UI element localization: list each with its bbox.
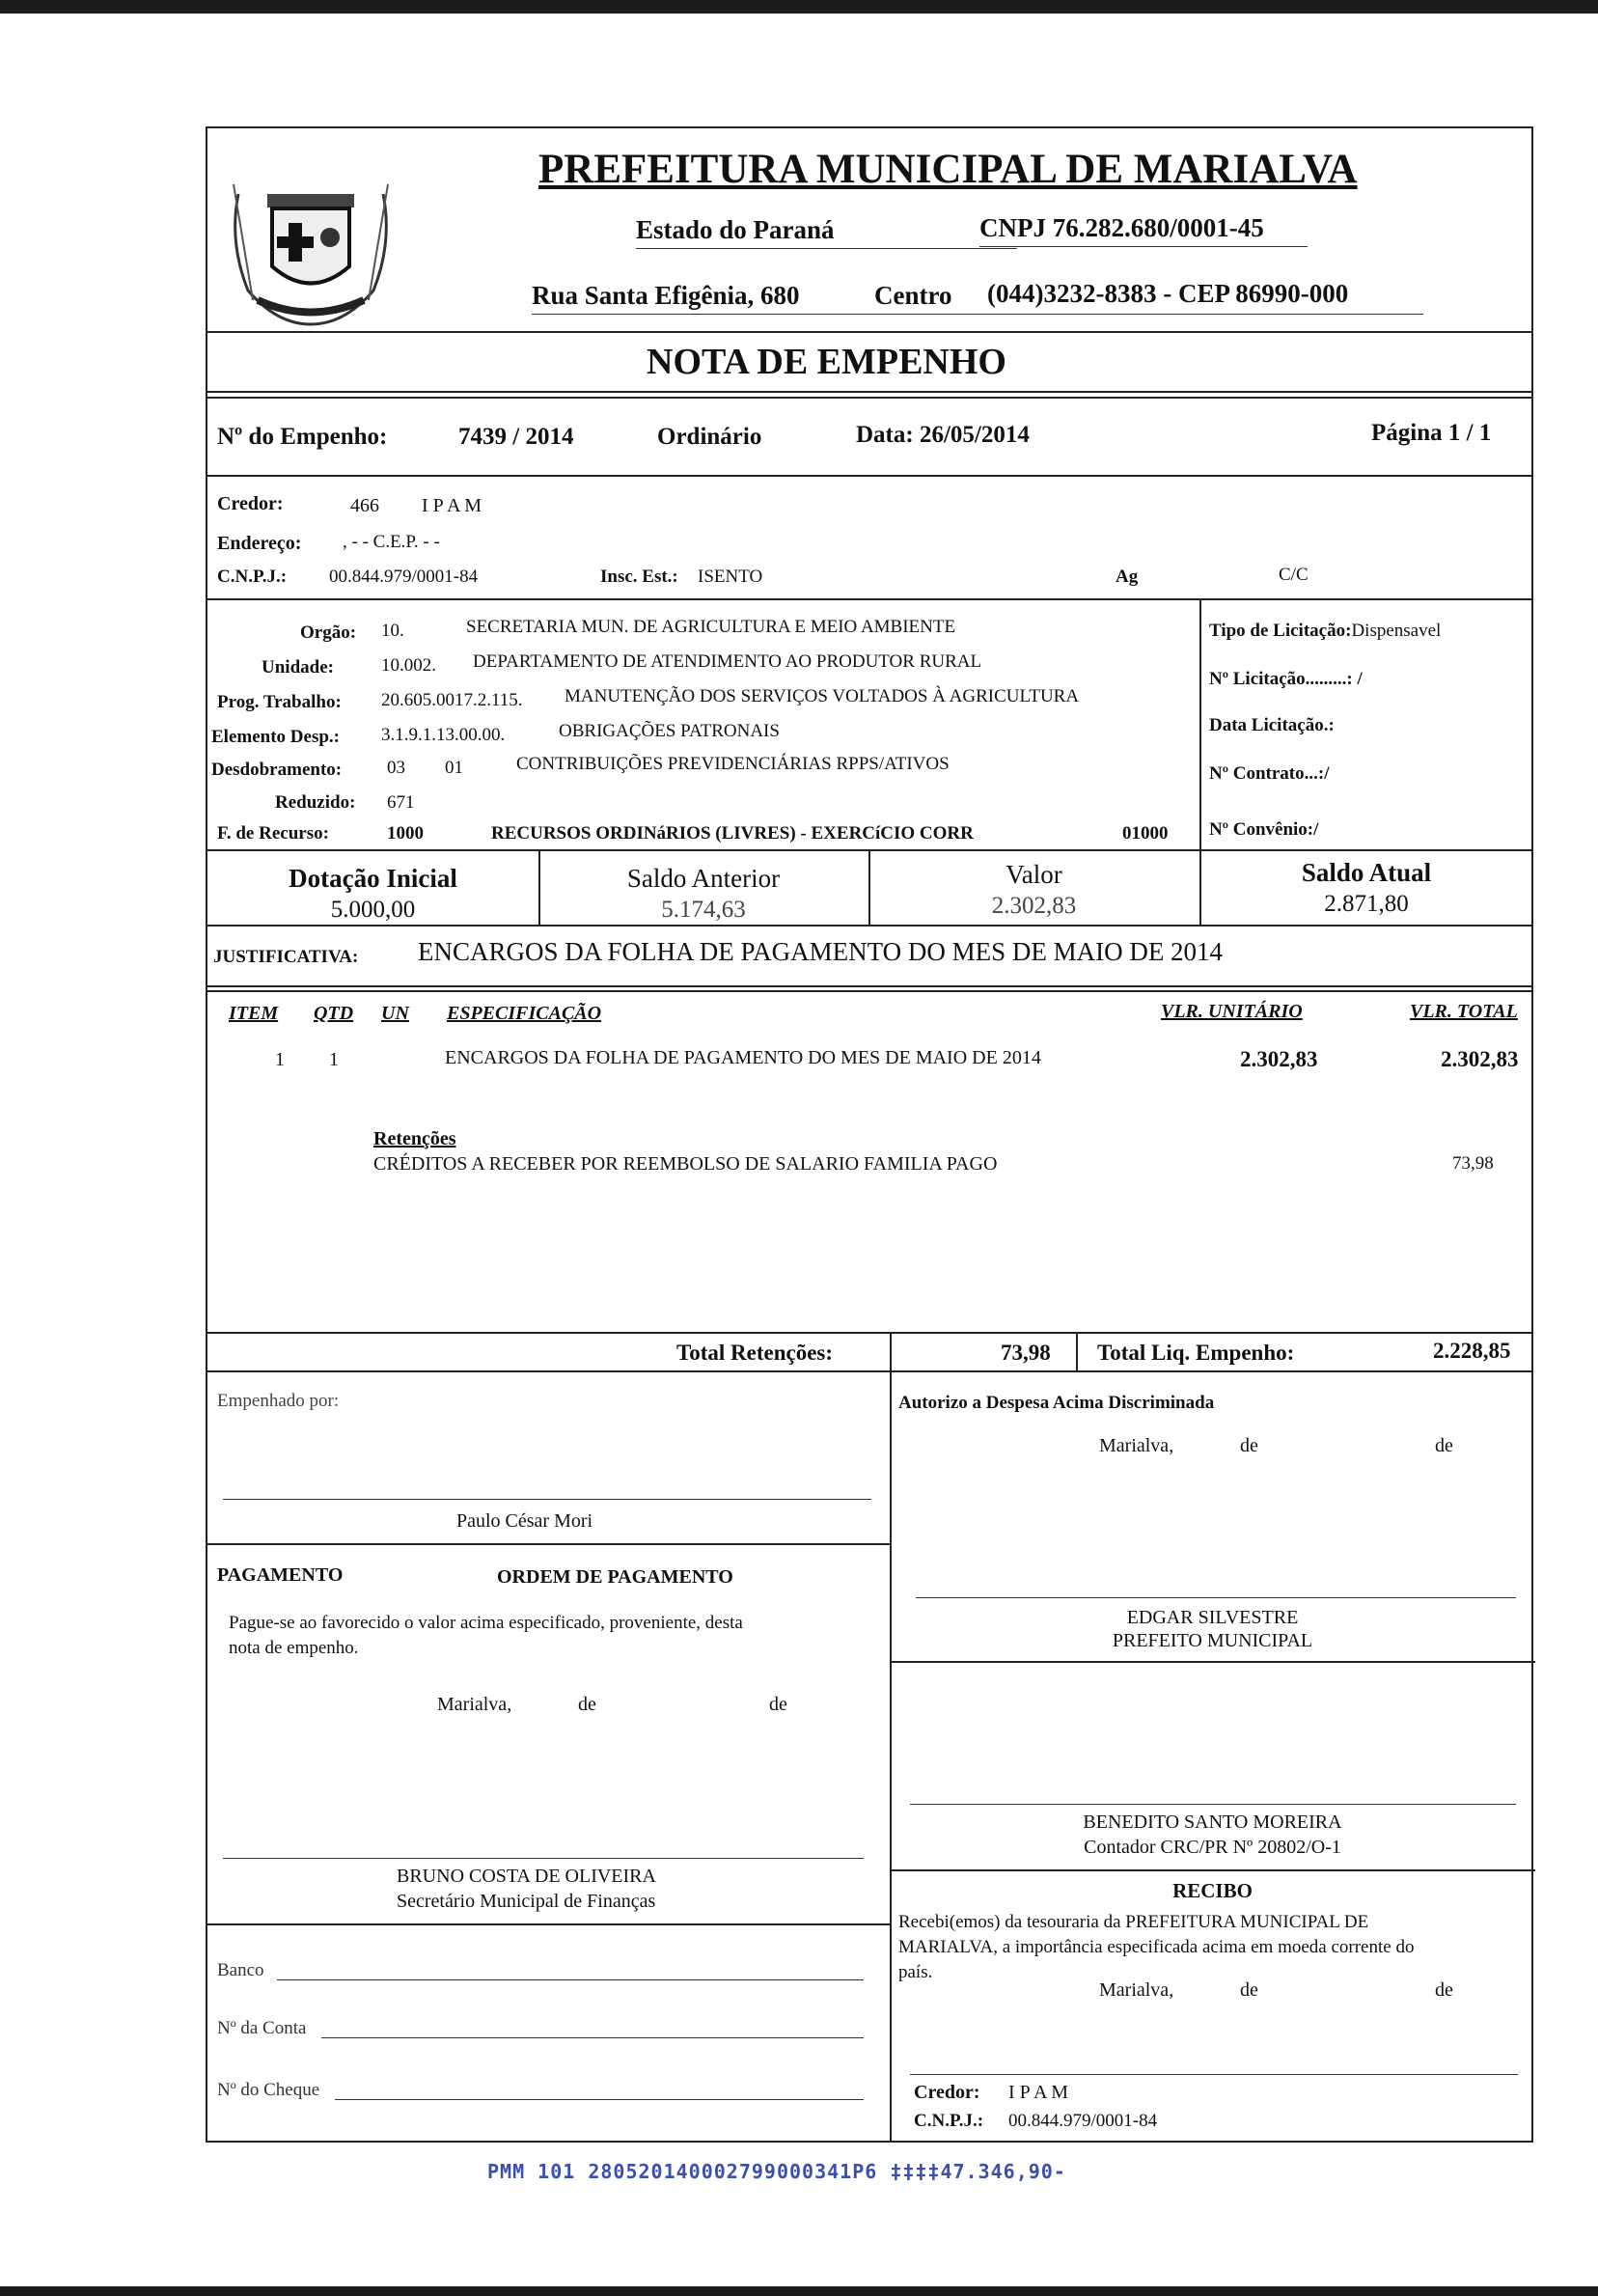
municipality-title: PREFEITURA MUNICIPAL DE MARIALVA bbox=[538, 147, 1358, 192]
justificativa-label: JUSTIFICATIVA: bbox=[213, 947, 359, 967]
autorizo-de2: de bbox=[1435, 1435, 1453, 1456]
recibo-de1: de bbox=[1240, 1979, 1258, 2001]
signer-secretario: BRUNO COSTA DE OLIVEIRA bbox=[397, 1866, 656, 1887]
dotacao-value: 5.000,00 bbox=[330, 897, 416, 923]
saldo-atual-label: Saldo Atual bbox=[1301, 858, 1432, 887]
autorizo-de1: de bbox=[1240, 1435, 1258, 1456]
empenho-date: Data: 26/05/2014 bbox=[856, 422, 1030, 448]
recibo-title: RECIBO bbox=[1172, 1879, 1253, 1902]
valor-label: Valor bbox=[1006, 860, 1062, 889]
prog-label: Prog. Trabalho: bbox=[217, 692, 342, 712]
empenho-type: Ordinário bbox=[657, 424, 762, 450]
signer-prefeito: EDGAR SILVESTRE bbox=[1126, 1607, 1299, 1628]
unidade-code: 10.002. bbox=[381, 655, 436, 676]
address-street: Rua Santa Efigênia, 680 bbox=[532, 281, 800, 310]
recibo-line2: MARIALVA, a importância especificada acima em moeda corrente do bbox=[898, 1937, 1415, 1957]
saldo-anterior-label: Saldo Anterior bbox=[626, 864, 781, 893]
licitacao-type-value: Dispensavel bbox=[1351, 621, 1442, 641]
phone-cep: (044)3232-8383 - CEP 86990-000 bbox=[987, 279, 1349, 308]
orgao-desc: SECRETARIA MUN. DE AGRICULTURA E MEIO AMBIENTE bbox=[466, 617, 956, 637]
agency-label: Ag bbox=[1116, 567, 1139, 587]
state-name: Estado do Paraná bbox=[636, 215, 835, 244]
valor-value: 2.302,83 bbox=[991, 893, 1077, 919]
retencao-value: 73,98 bbox=[1452, 1153, 1494, 1174]
recurso-desc: RECURSOS ORDINáRIOS (LIVRES) - EXERCíCIO CORR bbox=[491, 823, 974, 844]
saldo-atual-value: 2.871,80 bbox=[1324, 891, 1409, 917]
recibo-place: Marialva, bbox=[1099, 1979, 1174, 2001]
dotacao-label: Dotação Inicial bbox=[289, 864, 457, 893]
scan-top-border bbox=[0, 0, 1598, 14]
address-label: Endereço: bbox=[217, 533, 302, 554]
row-item: 1 bbox=[275, 1049, 285, 1070]
signer-contador: BENEDITO SANTO MOREIRA bbox=[1083, 1812, 1342, 1833]
reduzido-value: 671 bbox=[387, 792, 415, 813]
autorizo-label: Autorizo a Despesa Acima Discriminada bbox=[898, 1393, 1215, 1413]
prog-code: 20.605.0017.2.115. bbox=[381, 690, 523, 710]
credor-cnpj: 00.844.979/0001-84 bbox=[329, 567, 479, 587]
empenho-number: 7439 / 2014 bbox=[458, 424, 574, 450]
total-liquido-value: 2.228,85 bbox=[1433, 1339, 1511, 1363]
address-value: , - - C.E.P. - - bbox=[343, 532, 440, 552]
col-qtd-header: QTD bbox=[314, 1003, 354, 1024]
reduzido-label: Reduzido: bbox=[275, 792, 356, 813]
orgao-code: 10. bbox=[381, 621, 404, 641]
empenho-number-label: Nº do Empenho: bbox=[217, 424, 388, 450]
recibo-cnpj: 00.844.979/0001-84 bbox=[1008, 2111, 1158, 2131]
recibo-line1: Recebi(emos) da tesouraria da PREFEITURA MUNICIPAL DE bbox=[898, 1912, 1369, 1932]
total-liquido-label: Total Liq. Empenho: bbox=[1097, 1341, 1295, 1365]
pagamento-de1: de bbox=[578, 1694, 596, 1715]
empenhado-por-label: Empenhado por: bbox=[217, 1391, 340, 1411]
pague-line1: Pague-se ao favorecido o valor acima especificado, proveniente, desta bbox=[229, 1613, 743, 1633]
credor-code: 466 bbox=[350, 495, 379, 516]
col-total-header: VLR. TOTAL bbox=[1410, 1001, 1518, 1022]
page-number: Página 1 / 1 bbox=[1371, 420, 1492, 446]
document-title: NOTA DE EMPENHO bbox=[647, 342, 1006, 382]
retencao-desc: CRÉDITOS A RECEBER POR REEMBOLSO DE SALARIO FAMILIA PAGO bbox=[373, 1153, 998, 1175]
credor-name: I P A M bbox=[422, 495, 482, 516]
row-total-value: 2.302,83 bbox=[1441, 1047, 1519, 1071]
recibo-credor-label: Credor: bbox=[914, 2082, 980, 2103]
address-district: Centro bbox=[874, 281, 952, 310]
signer-empenhado: Paulo César Mori bbox=[456, 1510, 593, 1532]
elemento-desc: OBRIGAÇÕES PATRONAIS bbox=[559, 721, 780, 741]
col-spec-header: ESPECIFICAÇÃO bbox=[447, 1003, 602, 1024]
desdobramento-label: Desdobramento: bbox=[211, 760, 343, 780]
contract-number: Nº Contrato...:/ bbox=[1209, 763, 1330, 784]
signer-prefeito-role: PREFEITO MUNICIPAL bbox=[1112, 1630, 1313, 1651]
recibo-line3: país. bbox=[898, 1962, 933, 1982]
row-spec: ENCARGOS DA FOLHA DE PAGAMENTO DO MES DE MAIO DE 2014 bbox=[445, 1047, 1041, 1068]
conta-label: Nº da Conta bbox=[217, 2018, 307, 2038]
total-retencoes-value: 73,98 bbox=[1001, 1341, 1051, 1365]
nota-de-empenho-form bbox=[206, 126, 1533, 2143]
licitacao-type-label: Tipo de Licitação:Dispensavel bbox=[1209, 621, 1442, 641]
licitacao-date: Data Licitação.: bbox=[1209, 715, 1335, 735]
col-item-header: ITEM bbox=[229, 1003, 279, 1024]
insc-label: Insc. Est.: bbox=[600, 567, 678, 587]
col-un-header: UN bbox=[381, 1003, 409, 1024]
ordem-pagamento-label: ORDEM DE PAGAMENTO bbox=[497, 1566, 733, 1588]
recurso-full-code: 01000 bbox=[1122, 823, 1169, 844]
elemento-code: 3.1.9.1.13.00.00. bbox=[381, 725, 506, 745]
pague-line2: nota de empenho. bbox=[229, 1638, 359, 1658]
cheque-label: Nº do Cheque bbox=[217, 2080, 320, 2100]
convenio-number: Nº Convênio:/ bbox=[1209, 819, 1319, 840]
row-unit-value: 2.302,83 bbox=[1240, 1047, 1318, 1071]
recibo-credor: I P A M bbox=[1008, 2082, 1069, 2103]
recibo-de2: de bbox=[1435, 1979, 1453, 2001]
desdobramento-b: 01 bbox=[445, 758, 463, 778]
col-unit-header: VLR. UNITÁRIO bbox=[1161, 1001, 1303, 1022]
municipal-coat-of-arms-icon bbox=[219, 155, 402, 329]
autorizo-place: Marialva, bbox=[1099, 1435, 1174, 1456]
pagamento-de2: de bbox=[769, 1694, 787, 1715]
scan-bottom-border bbox=[0, 2286, 1598, 2296]
row-qtd: 1 bbox=[329, 1049, 339, 1070]
prog-desc: MANUTENÇÃO DOS SERVIÇOS VOLTADOS À AGRICULTURA bbox=[565, 686, 1080, 706]
recurso-code: 1000 bbox=[387, 823, 424, 844]
insc-value: ISENTO bbox=[698, 567, 763, 587]
retencoes-label: Retenções bbox=[373, 1128, 456, 1149]
unidade-label: Unidade: bbox=[262, 657, 334, 678]
justificativa-text: ENCARGOS DA FOLHA DE PAGAMENTO DO MES DE MAIO DE 2014 bbox=[418, 937, 1224, 966]
desdobramento-a: 03 bbox=[387, 758, 405, 778]
elemento-label: Elemento Desp.: bbox=[211, 727, 340, 747]
total-retencoes-label: Total Retenções: bbox=[676, 1341, 834, 1365]
signer-contador-role: Contador CRC/PR Nº 20802/O-1 bbox=[1084, 1837, 1341, 1858]
account-label: C/C bbox=[1279, 565, 1309, 585]
banco-label: Banco bbox=[217, 1960, 264, 1980]
recibo-cnpj-label: C.N.P.J.: bbox=[914, 2111, 984, 2131]
desdobramento-desc: CONTRIBUIÇÕES PREVIDENCIÁRIAS RPPS/ATIVOS bbox=[516, 754, 950, 774]
credor-label: Credor: bbox=[217, 493, 284, 514]
signer-secretario-role: Secretário Municipal de Finanças bbox=[397, 1891, 656, 1912]
pagamento-place: Marialva, bbox=[437, 1694, 512, 1715]
pagamento-label: PAGAMENTO bbox=[217, 1564, 344, 1586]
recurso-label: F. de Recurso: bbox=[217, 823, 329, 844]
bank-authentication-stamp: PMM 101 2805201400027990003‌41P6 ‡‡‡‡47.346,90- bbox=[487, 2160, 1066, 2183]
unidade-desc: DEPARTAMENTO DE ATENDIMENTO AO PRODUTOR RURAL bbox=[473, 651, 982, 672]
municipality-cnpj: CNPJ 76.282.680/0001-45 bbox=[979, 213, 1264, 242]
cnpj-label: C.N.P.J.: bbox=[217, 567, 288, 587]
saldo-anterior-value: 5.174,63 bbox=[661, 897, 746, 923]
licitacao-number: Nº Licitação.........: / bbox=[1209, 669, 1363, 689]
orgao-label: Orgão: bbox=[300, 622, 357, 643]
